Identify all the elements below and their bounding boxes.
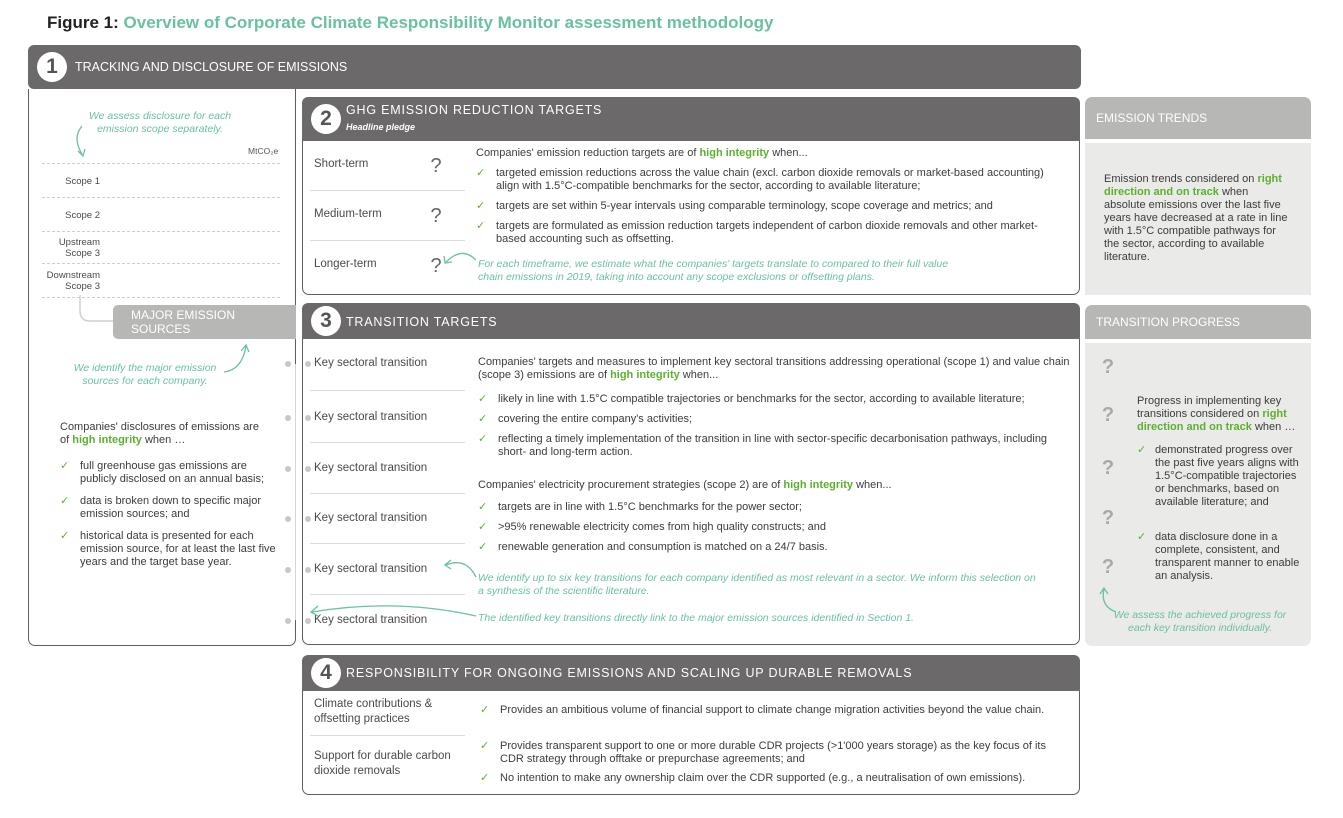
section-4-title: RESPONSIBILITY FOR ONGOING EMISSIONS AND SCALING UP DURABLE REMOVALS: [346, 666, 913, 680]
s3-note-2: The identified key transitions directly link to the major emission sources identified in Section 1.: [478, 612, 914, 624]
s3-bullet: ✓ >95% renewable electricity comes from high quality constructs; and: [478, 521, 827, 533]
s3-intro-1: Companies' targets and measures to implement key sectoral transitions addressing operational (scope 1) and value chain (scope 3) emissions are of high integrity when...: [478, 356, 1070, 381]
s4-bullet: ✓ No intention to make any ownership claim over the CDR supported (e.g., a neutralisation of own emissions).: [480, 772, 1026, 784]
s3-bullet: ✓ covering the entire company's activities;: [478, 413, 693, 425]
s1-note-mid: We identify the major emission sources for each company.: [73, 362, 217, 387]
short-term-label: Short-term: [314, 158, 369, 170]
key-transition-label: Key sectoral transition: [314, 563, 428, 575]
major-emission-sources-label: MAJOR EMISSION SOURCES: [113, 305, 296, 339]
s1-intro: Companies' disclosures of emissions are of high integrity when …: [60, 421, 259, 446]
connector-line: [76, 295, 116, 325]
s1-bullet: ✓ historical data is presented for each emission source, for at least the last five years and the target base year.: [60, 530, 276, 568]
progress-note: We assess the achieved progress for each key transition individually.: [1113, 609, 1287, 634]
section-4-header: [302, 655, 1080, 691]
curved-arrow-icon: [70, 124, 92, 160]
s3-bullet: ✓ likely in line with 1.5°C compatible trajectories or benchmarks for the sector, according to available literature;: [478, 393, 1025, 405]
s3-intro-2: Companies' electricity procurement strategies (scope 2) are of high integrity when...: [478, 479, 892, 491]
key-transition-label: Key sectoral transition: [314, 462, 428, 474]
section-1-title: TRACKING AND DISCLOSURE OF EMISSIONS: [75, 60, 348, 74]
s2-intro: Companies' emission reduction targets are of high integrity when...: [476, 147, 808, 159]
s2-bullet: ✓ targeted emission reductions across the value chain (excl. carbon dioxide removals or market-based accounting) align with 1.5°C-compatible benchmarks for the sector, according to available literature;: [476, 167, 1044, 192]
question-icon: ?: [1101, 356, 1115, 378]
question-icon: ?: [430, 255, 442, 277]
section-3-number: 3: [311, 306, 341, 336]
emission-trends-header: EMISSION TRENDS: [1085, 97, 1311, 139]
s2-bullet: ✓ targets are formulated as emission reduction targets independent of carbon dioxide removals and other market-based accounting such as offsetting.: [476, 220, 1038, 245]
curved-arrow-icon: [440, 557, 478, 579]
trends-text: Emission trends considered on right direction and on track when absolute emissions over the last five years have decreased at a rate in line with 1.5°C compatible pathways for the sector, according to available literature.: [1104, 173, 1288, 263]
s3-note-1: We identify up to six key transitions for each company identified as most relevant in a sector. We inform this selection on a synthesis of the scientific literature.: [478, 572, 1036, 597]
key-transition-label: Key sectoral transition: [314, 357, 428, 369]
question-icon: ?: [430, 205, 442, 227]
s2-note: For each timeframe, we estimate what the companies' targets translate to compared to their full value chain emissions in 2019, taking into account any scope exclusions or offsetting plans.: [478, 258, 949, 283]
medium-term-label: Medium-term: [314, 208, 382, 220]
downstream-scope3-label: Downstream Scope 3: [46, 270, 100, 292]
question-icon: ?: [1101, 507, 1115, 529]
transition-progress-header: TRANSITION PROGRESS: [1085, 305, 1311, 339]
s3-bullet: ✓ reflecting a timely implementation of the transition in line with sector-specific decarbonisation pathways, including short- and long-term action.: [478, 433, 1048, 458]
longer-term-label: Longer-term: [314, 258, 377, 270]
figure-title: [47, 13, 773, 33]
long-arrow-icon: [306, 600, 478, 620]
section-3-header: [302, 303, 1080, 339]
key-transition-label: Key sectoral transition: [314, 411, 428, 423]
question-icon: ?: [1101, 404, 1115, 426]
section-2-title: GHG EMISSION REDUCTION TARGETS: [346, 103, 603, 117]
key-transition-label: Key sectoral transition: [314, 512, 428, 524]
s4-bullet: ✓ Provides transparent support to one or more durable CDR projects (>1'000 years storage) as the key focus of its CDR strategy through offtake or prepurchase agreements; and: [480, 740, 1046, 765]
section-3-title: TRANSITION TARGETS: [346, 315, 498, 329]
s4-bullet: ✓ Provides an ambitious volume of financial support to climate change migration activities beyond the value chain.: [480, 704, 1045, 716]
climate-contributions-label: Climate contributions & offsetting practices: [314, 698, 433, 725]
progress-text: Progress in implementing key transitions considered on right direction and on track when …: [1137, 395, 1296, 433]
progress-bullet: ✓ data disclosure done in a complete, consistent, and transparent manner to enable an analysis.: [1137, 531, 1300, 582]
figure-title-text: Overview of Corporate Climate Responsibility Monitor assessment methodology: [123, 13, 774, 32]
unit-label: MtCO₂e: [248, 146, 279, 156]
s2-bullet: ✓ targets are set within 5-year intervals using comparable terminology, scope coverage and metrics; and: [476, 200, 993, 212]
s3-bullet: ✓ targets are in line with 1.5°C benchmarks for the power sector;: [478, 501, 802, 513]
section-4-number: 4: [311, 658, 341, 688]
section-2-subtitle: Headline pledge: [346, 122, 416, 132]
s1-note-top: We assess disclosure for each emission scope separately.: [88, 110, 232, 135]
s3-bullet: ✓ renewable generation and consumption is matched on a 24/7 basis.: [478, 541, 828, 553]
section-1-header: [28, 45, 1081, 89]
section-2-number: 2: [311, 104, 341, 134]
durable-cdr-label: Support for durable carbon dioxide removals: [314, 750, 451, 777]
figure-prefix: Figure 1:: [47, 13, 119, 32]
scope-1-label: Scope 1: [65, 176, 100, 187]
progress-bullet: ✓ demonstrated progress over the past five years aligns with 1.5°C-compatible trajectories or benchmarks, based on available literature; and: [1137, 444, 1299, 508]
section-1-number: 1: [37, 52, 67, 82]
question-icon: ?: [1101, 556, 1115, 578]
s1-bullet: ✓ data is broken down to specific major emission sources; and: [60, 495, 261, 520]
s1-bullet: ✓ full greenhouse gas emissions are publicly disclosed on an annual basis;: [60, 460, 265, 485]
curved-arrow-icon: [440, 248, 478, 268]
curved-arrow-icon: [222, 342, 252, 378]
question-icon: ?: [430, 155, 442, 177]
key-transition-label: Key sectoral transition: [314, 614, 428, 626]
section-2-header: [302, 97, 1080, 141]
question-icon: ?: [1101, 457, 1115, 479]
scope-2-label: Scope 2: [65, 210, 100, 221]
upstream-scope3-label: Upstream Scope 3: [58, 237, 100, 259]
